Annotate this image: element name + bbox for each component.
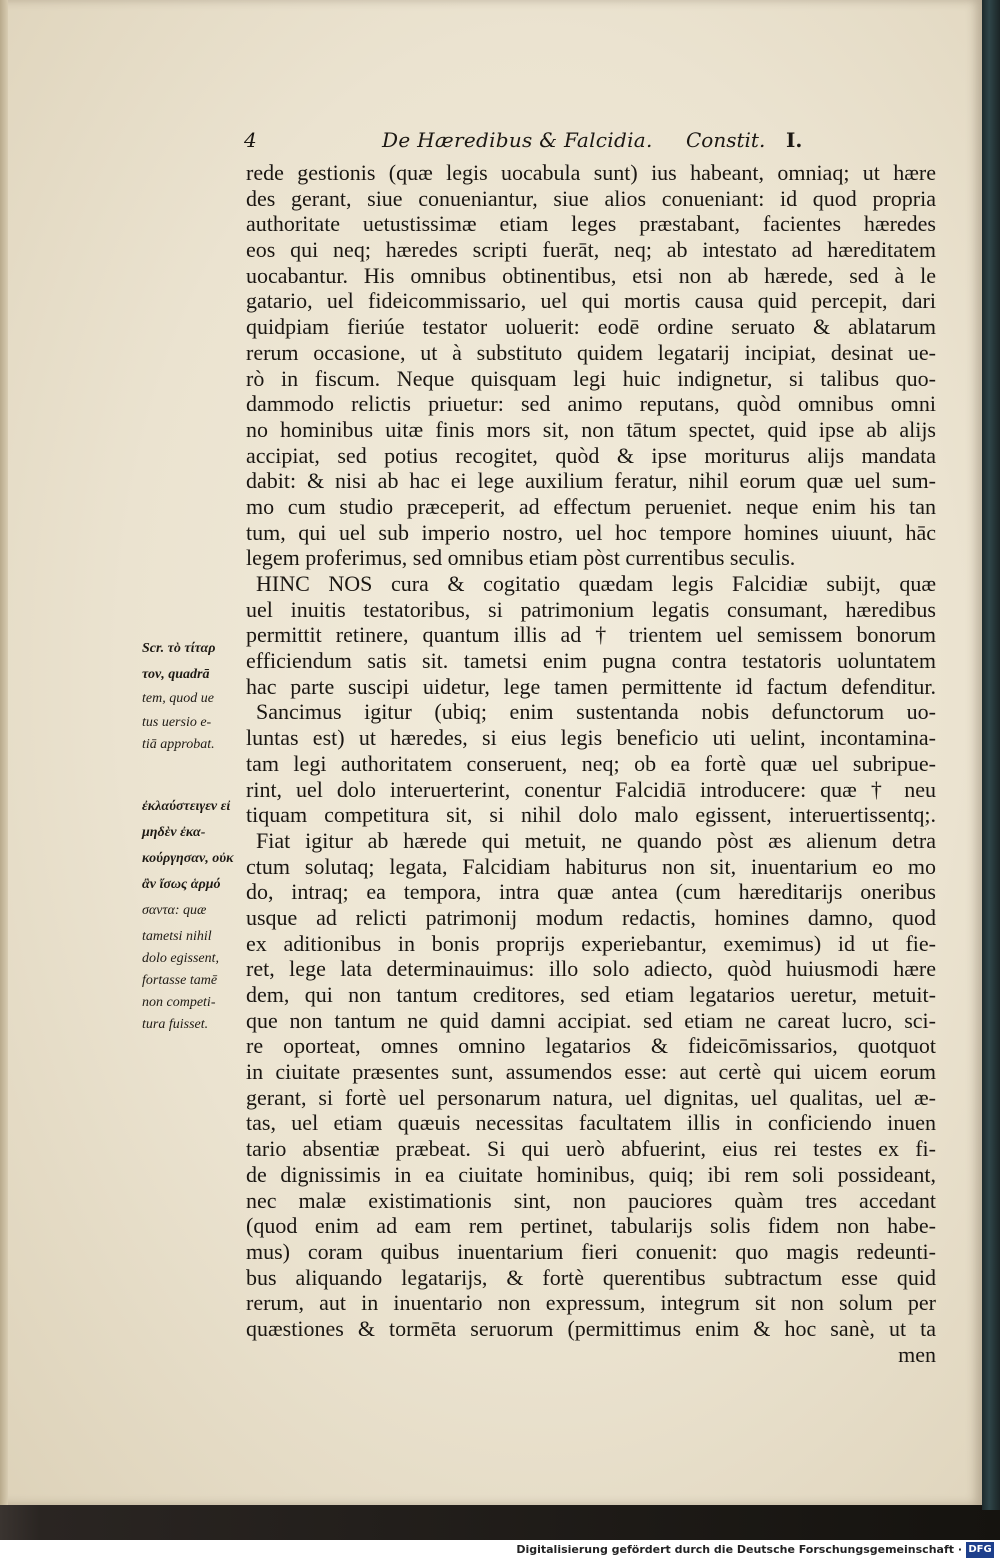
text-line: rò in fiscum. Neque quisquam legi huic indignetur, si talibus quo- xyxy=(246,365,936,391)
margin-note: Scr. τὸ τίταρ xyxy=(142,641,216,656)
text-line: tas, uel etiam quæuis necessitas facultatem illis in conficiendo inuen xyxy=(246,1110,936,1136)
text-line: des gerant, siue conueniantur, siue alios conueniant: id quod propria xyxy=(246,185,936,211)
text-line: uocabantur. His omnibus obtinentibus, etsi non ab hærede, sed à le xyxy=(246,262,936,288)
text-line: Fiat igitur ab hærede qui metuit, ne quando pòst æs alienum detra xyxy=(256,827,936,853)
dfg-logo: DFG xyxy=(966,1542,994,1558)
margin-note: tametsi nihil xyxy=(142,929,212,944)
margin-note: σαντα: quæ xyxy=(142,903,207,918)
text-line: ctum solutaq; legata, Falcidiam habiturus non sit, inuentarium eo mo xyxy=(246,853,936,879)
text-line: dammodo relictis priuetur: sed animo reputans, quòd omnibus omni xyxy=(246,391,936,417)
text-line: luntas est) ut hæredes, si eius legis beneficio uti uelint, incontamina- xyxy=(246,725,936,751)
body-text xyxy=(246,160,936,1367)
text-line: bus aliquando legatarijs, & fortè querentibus subtractum esse quid xyxy=(246,1264,936,1290)
text-line: gatario, uel fideicommissario, uel qui mortis causa quid percepit, dari xyxy=(246,288,936,314)
text-line: que non tantum ne quid damni accipiat. sed etiam ne careat lucro, sci- xyxy=(246,1007,936,1033)
text-line: HINC NOS cura & cogitatio quædam legis Falcidiæ subijt, quæ xyxy=(256,571,936,596)
text-line: mo cum studio præceperit, ad effectum perueniet. neque enim his tan xyxy=(246,493,936,519)
book-spine xyxy=(982,0,1000,1510)
margin-note: tus uersio e- xyxy=(142,715,212,730)
text-line: permittit retinere, quantum illis ad † trientem uel semissem bonorum xyxy=(246,622,936,648)
text-line: hac parte suscipi uidetur, lege tamen permittente id factum defenditur. xyxy=(246,673,936,699)
funding-notice: Digitalisierung gefördert durch die Deutsche Forschungsgemeinschaft · xyxy=(516,1543,962,1556)
text-line: nec malæ existimationis sint, non pauciores quàm tres accedant xyxy=(246,1187,936,1213)
text-line: de dignissimis in ea ciuitate hominibus, quiq; ibi rem soli possideant, xyxy=(246,1161,936,1187)
text-line: in ciuitate præsentes sunt, assumendos esse: aut certè qui uicem eorum xyxy=(246,1059,936,1085)
text-line: efficiendum satis sit. tametsi enim pugna contra testatoris uoluntatem xyxy=(246,648,936,674)
text-line: tum, qui uel sub imperio nostro, uel hoc tempore homines uiuunt, hāc xyxy=(246,519,936,545)
section-label: Constit. xyxy=(686,128,766,152)
text-line: (quod enim ad eam rem pertinet, tabularijs solis fidem non habe- xyxy=(246,1213,936,1239)
page-number: 4 xyxy=(244,128,257,152)
text-line: authoritate uetustissimæ etiam leges præstabant, facientes hæredes xyxy=(246,211,936,237)
text-line: Sancimus igitur (ubiq; enim sustentanda nobis defunctorum uo- xyxy=(256,699,936,725)
text-line: accipiat, sed potius recogitet, quòd & ipse moriturus alijs mandata xyxy=(246,442,936,468)
margin-note: μηδὲν ἐκα- xyxy=(142,825,206,840)
text-line: mus) coram quibus inuentarium fieri conuenit: quo magis redeunti- xyxy=(246,1238,936,1264)
text-line: tiquam competitura sit, si nihil dolo malo egissent, interuertissentq;. xyxy=(246,802,936,828)
text-line: legem proferimus, sed omnibus etiam pòst currentibus seculis. xyxy=(246,545,796,571)
footer-bar xyxy=(0,1540,1000,1562)
section-number: I. xyxy=(786,128,803,152)
text-line: dabit: & nisi ab hac ei lege auxilium feratur, nihil eorum quæ uel sum- xyxy=(246,468,936,494)
text-line: tam legi authoritatem conseruent, neq; ob ea fortè quæ uel subripue- xyxy=(246,750,936,776)
margin-note: ἐκλαύστειγεν εἰ xyxy=(142,799,231,814)
text-line: rint, uel dolo interuerterint, conentur Falcidiā introducere: quæ † neu xyxy=(246,776,936,802)
margin-note: dolo egissent, xyxy=(142,951,219,966)
text-line: tario absentiæ præbeat. Si qui uerò abfuerint, eius rei testes ex fi- xyxy=(246,1136,936,1162)
text-line: men xyxy=(898,1341,936,1367)
margin-note: tura fuisset. xyxy=(142,1017,209,1032)
text-line: dem, qui non tantum creditores, sed etiam legatarios ueretur, metuit- xyxy=(246,982,936,1007)
text-line: do, intraq; ea tempora, intra quæ antea (cum hæreditarijs oneribus xyxy=(246,879,936,905)
text-line: gerant, si fortè uel personarum natura, uel dignitas, uel qualitas, uel æ- xyxy=(246,1084,936,1110)
margin-note: κούργησαν, οὐκ xyxy=(142,851,234,866)
margin-note: fortasse tamē xyxy=(142,973,218,988)
page-edge xyxy=(0,0,8,1505)
text-line: no hominibus uitæ finis mors sit, non tātum spectet, quid ipse ab alijs xyxy=(246,416,936,442)
running-title: De Hæredibus & Falcidia. xyxy=(382,128,653,152)
text-line: usque ad relicti patrimonij modum redactis, homines damno, quod xyxy=(246,904,936,930)
text-line: quæstiones & tormēta seruorum (permittimus enim & hoc sanè, ut ta xyxy=(246,1315,936,1341)
text-line: rerum, aut in inuentario non expressum, integrum sit non solum per xyxy=(246,1290,936,1316)
text-line: rede gestionis (quæ legis uocabula sunt) ius habeant, omniaq; ut hære xyxy=(246,160,936,185)
text-line: eos qui neq; hæredes scripti fuerāt, neq; ab intestato ad hæreditatem xyxy=(246,237,936,263)
margin-note: tem, quod ue xyxy=(142,691,214,706)
text-line: ex aditionibus in bonis proprijs experiebantur, exemimus) id ut fie- xyxy=(246,930,936,956)
text-line: rerum occasione, ut à substituto quidem legatarij incipiat, desinat ue- xyxy=(246,339,936,365)
margin-note: ἂν ἴσως ἁρμό xyxy=(142,877,221,892)
margin-note: tiā approbat. xyxy=(142,737,215,752)
margin-note: non competi- xyxy=(142,995,216,1010)
margin-note: τον, quadrā xyxy=(142,667,210,682)
text-line: uel inuitis testatoribus, si patrimonium legatis consumant, hæredibus xyxy=(246,596,936,622)
text-line: ret, lege lata determinauimus: illo solo adiecto, quòd huiusmodi hære xyxy=(246,956,936,982)
running-head xyxy=(0,128,982,162)
text-line: re oporteat, omnes omnino legatarios & fideicōmissarios, quotquot xyxy=(246,1033,936,1059)
text-line: quidpiam fieriúe testator uoluerit: eodē ordine seruato & ablatarum xyxy=(246,314,936,340)
